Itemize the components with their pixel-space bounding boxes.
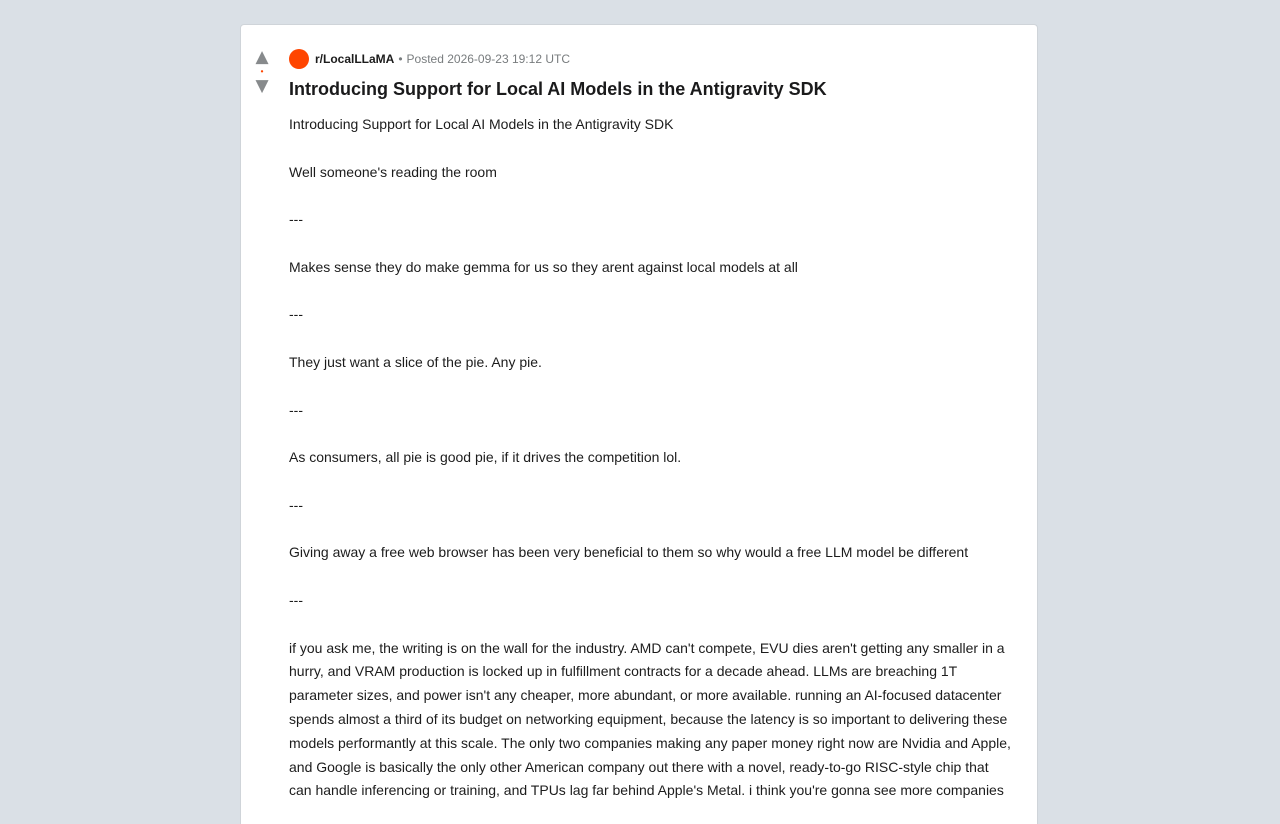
body-paragraph: if you ask me, the writing is on the wall for the industry. AMD can't compete, EVU dies aren't getting any smaller in a hurry, and VRAM production is locked up in fulfillment contracts for a decade ahead. LLMs are breaching 1T parameter sizes, and power isn't any cheaper, more abundant, or more available. running an AI-focused datacenter spends almost a third of its budget on networking equipment, because the latency is so important to delivering these models performantly at this scale. The only two companies making any paper money right now are Nvidia and Apple, and Google is basically the only other American company out there with a novel, ready-to-go RISC-style chip that can handle inferencing or training, and TPUs lag far behind Apple's Metal. i think you're gonna see more companies <box>289 639 1011 799</box>
post-timestamp: Posted 2026-09-23 19:12 UTC <box>406 52 570 66</box>
vote-score: • <box>260 67 264 76</box>
body-separator: --- <box>289 401 303 418</box>
body-paragraph: They just want a slice of the pie. Any pie. <box>289 353 542 370</box>
body-paragraph: Makes sense they do make gemma for us so they arent against local models at all <box>289 258 798 275</box>
subreddit-link[interactable]: r/LocalLLaMA <box>315 52 395 66</box>
meta-separator: • <box>398 52 403 66</box>
body-separator: --- <box>289 211 303 228</box>
post-content <box>289 49 1015 824</box>
body-paragraph: As consumers, all pie is good pie, if it drives the competition lol. <box>289 449 682 466</box>
post-body <box>289 113 1015 803</box>
body-paragraph: Well someone's reading the room <box>289 163 497 180</box>
body-separator: --- <box>289 591 303 608</box>
upvote-arrow-icon[interactable]: ▲ <box>255 47 269 67</box>
body-separator: --- <box>289 496 303 513</box>
downvote-arrow-icon[interactable]: ▼ <box>255 76 269 96</box>
body-separator: --- <box>289 306 303 323</box>
post-card <box>240 24 1038 824</box>
vote-column <box>251 47 273 96</box>
post-title[interactable]: Introducing Support for Local AI Models in the Antigravity SDK <box>289 79 827 99</box>
post-meta <box>289 49 1015 69</box>
body-paragraph: Introducing Support for Local AI Models in the Antigravity SDK <box>289 116 674 132</box>
body-paragraph: Giving away a free web browser has been very beneficial to them so why would a free LLM model be different <box>289 544 969 561</box>
subreddit-icon[interactable] <box>289 49 309 69</box>
